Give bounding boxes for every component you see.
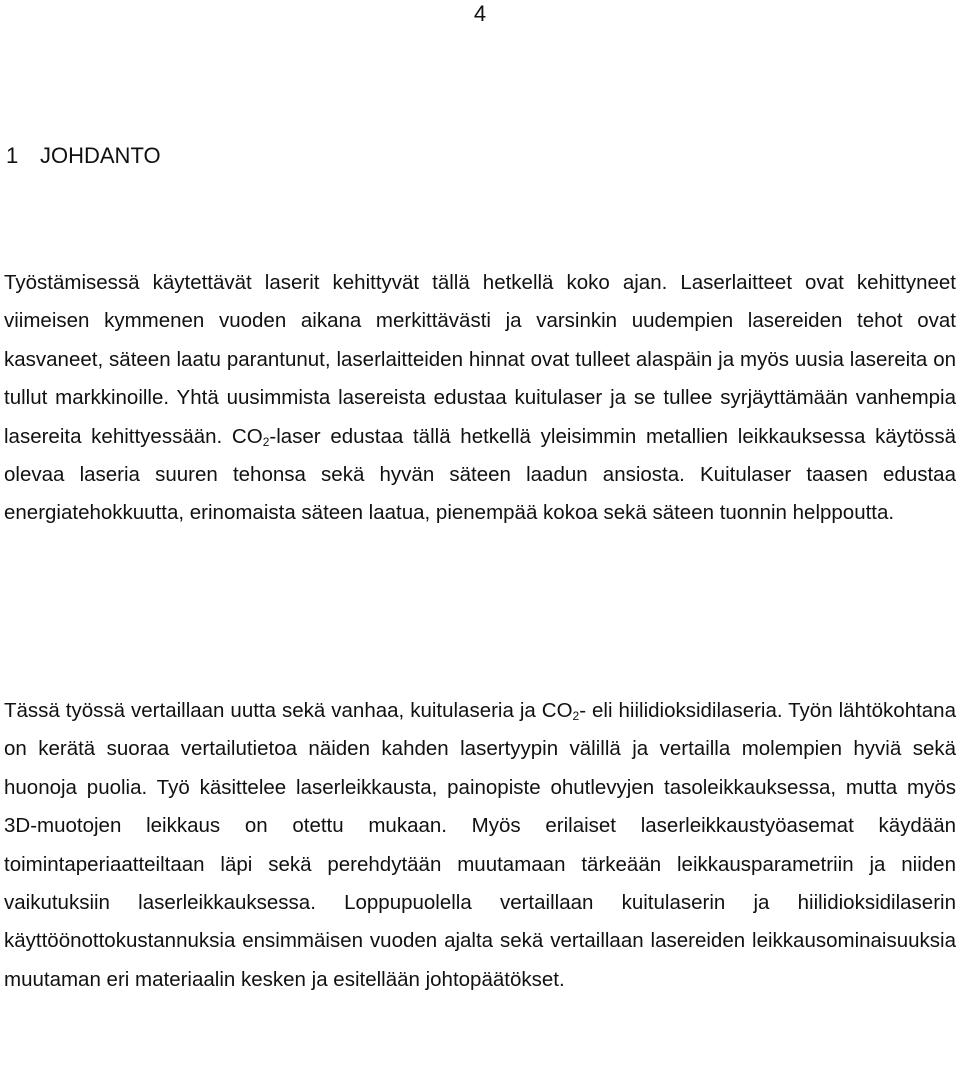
co2-subscript: 2 xyxy=(572,709,580,723)
paragraph-scope xyxy=(4,692,956,999)
paragraph-scope-text-2: - eli hiilidioksidilaseria. Työn lähtökohtana on kerätä suoraa vertailutietoa näiden kahden lasertyypin välillä ja vertailla molempien hyviä sekä huonoja puolia. Työ käsittelee laserleikkausta, painopiste ohutlevyjen tasoleikkauksessa, mutta myös 3D-muotojen leikkaus on otettu mukaan. Myös erilaiset laserleikkaustyöasemat käydään toimintaperiaatteiltaan läpi sekä perehdytään muutamaan tärkeään leikkausparametriin ja niiden vaikutuksiin laserleikkauksessa. Loppupuolella vertaillaan kuitulaserin ja hiilidioksidilaserin käyttöönottokustannuksia ensimmäisen vuoden ajalta sekä vertaillaan lasereiden leikkausominaisuuksia muutaman eri materiaalin kesken ja esitellään johtopäätökset. xyxy=(4,699,956,991)
paragraph-intro xyxy=(4,264,956,533)
chapter-number: 1 xyxy=(6,143,19,168)
chapter-title: JOHDANTO xyxy=(40,143,161,168)
paragraph-scope-text-1: Tässä työssä vertaillaan uutta sekä vanhaa, kuitulaseria ja CO xyxy=(4,699,573,722)
co2-subscript: 2 xyxy=(262,434,270,449)
page-number: 4 xyxy=(473,1,487,26)
paragraph-intro-text-1: Työstämisessä käytettävät laserit kehittyvät tällä hetkellä koko ajan. Laserlaitteet ovat kehittyneet viimeisen kymmenen vuoden aikana merkittävästi ja varsinkin uudempien lasereiden tehot ovat kasvaneet, säteen laatu parantunut, laserlaitteiden hinnat ovat tulleet alaspäin ja myös uusia lasereita on tullut markkinoille. Yhtä uusimmista lasereista edustaa kuitulaser ja se tullee syrjäyttämään vanhempia lasereita kehittyessään. CO xyxy=(4,271,956,448)
chapter-heading xyxy=(6,142,161,170)
paragraph-intro-text-2: -laser edustaa tällä hetkellä yleisimmin metallien leikkauksessa käytössä olevaa laseria suuren tehonsa sekä hyvän säteen laadun ansiosta. Kuitulaser taasen edustaa energiatehokkuutta, erinomaista säteen laatua, pienempää kokoa sekä säteen tuonnin helppoutta. xyxy=(4,424,956,525)
